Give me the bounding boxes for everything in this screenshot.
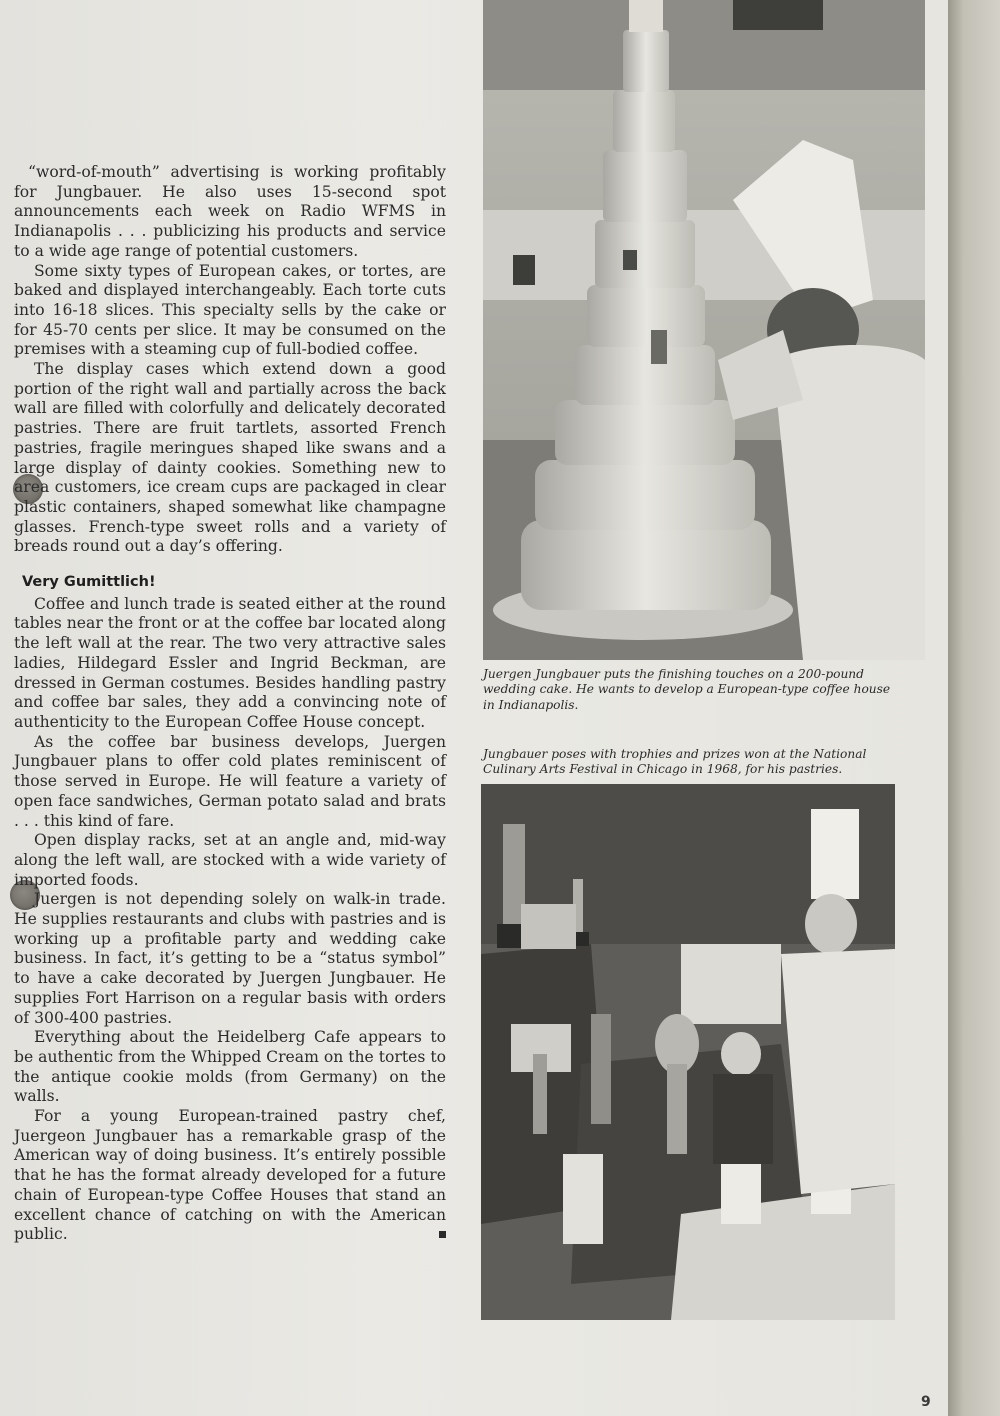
cake-photo-caption: Juergen Jungbauer puts the finishing touches on a 200-pound wedding cake. He wants to develop a European-type coffee house in Indianapolis.	[483, 667, 891, 712]
page-number: 9	[921, 1394, 931, 1410]
article-paragraph: Everything about the Heidelberg Cafe appears to be authentic from the Whipped Cream on the tortes to the antique cookie molds (from Germany) on the walls.	[14, 1028, 446, 1106]
page-edge-shadow	[948, 0, 1000, 1416]
end-of-article-mark	[439, 1231, 446, 1238]
wedding-cake-illustration	[483, 0, 925, 660]
article-paragraph: “word-of-mouth” advertising is working profitably for Jungbauer. He also uses 15-second spot announcements each week on Radio WFMS in Indianapolis . . . publicizing his products and service to a wide age range of potential customers.	[14, 163, 446, 260]
article-paragraph: The display cases which extend down a good portion of the right wall and partially across the back wall are filled with colorfully and delicately decorated pastries. There are fruit tartlets, assorted French pastries, fragile meringues shaped like swans and a large display of dainty cookies. Something new to area customers, ice cream cups are packaged in clear plastic containers, shaped somewhat like champagne glasses. French-type sweet rolls and a variety of breads round out a day’s offering.	[14, 360, 446, 556]
article-paragraph: As the coffee bar business develops, Juergen Jungbauer plans to offer cold plates reminiscent of those served in Europe. He will feature a variety of open face sandwiches, German potato salad and brats . . . this kind of fare.	[14, 732, 446, 830]
article-text-column	[14, 163, 446, 1245]
trophies-photo-caption: Jungbauer poses with trophies and prizes won at the National Culinary Arts Festival in Chicago in 1968, for his pastries.	[483, 747, 867, 777]
trophies-photo	[481, 784, 895, 1320]
article-paragraph: Some sixty types of European cakes, or tortes, are baked and displayed interchangeably. Each torte cuts into 16-18 slices. This specialty sells by the cake or for 45-70 cents per slice. It may be consumed on the premises with a steaming cup of full-bodied coffee.	[14, 261, 446, 359]
subheading: Very Gumittlich!	[22, 574, 156, 591]
article-paragraph: Open display racks, set at an angle and, mid-way along the left wall, are stocked with a wide variety of imported foods.	[14, 831, 446, 889]
article-paragraph	[14, 1107, 446, 1245]
trophies-illustration	[481, 784, 895, 1320]
wedding-cake-photo	[483, 0, 925, 660]
article-paragraph: Coffee and lunch trade is seated either at the round tables near the front or at the coffee bar located along the left wall at the rear. The two very attractive sales ladies, Hildegard Essler and Ingrid Beckman, are dressed in German costumes. Besides handling pastry and coffee bar sales, they add a convincing note of authenticity to the European Coffee House concept.	[14, 594, 446, 731]
article-paragraph-text: For a young European-trained pastry chef, Juergeon Jungbauer has a remarkable grasp of the American way of doing business. It’s entirely possible that he has the format already developed for a future chain of European-type Coffee Houses that stand an excellent chance of catching on with the American public.	[14, 1107, 446, 1244]
article-paragraph: Juergen is not depending solely on walk-in trade. He supplies restaurants and clubs with pastries and is working up a profitable party and wedding cake business. In fact, it’s getting to be a “status symbol” to have a cake decorated by Juergen Jungbauer. He supplies Fort Harrison on a regular basis with orders of 300-400 pastries.	[14, 890, 446, 1027]
